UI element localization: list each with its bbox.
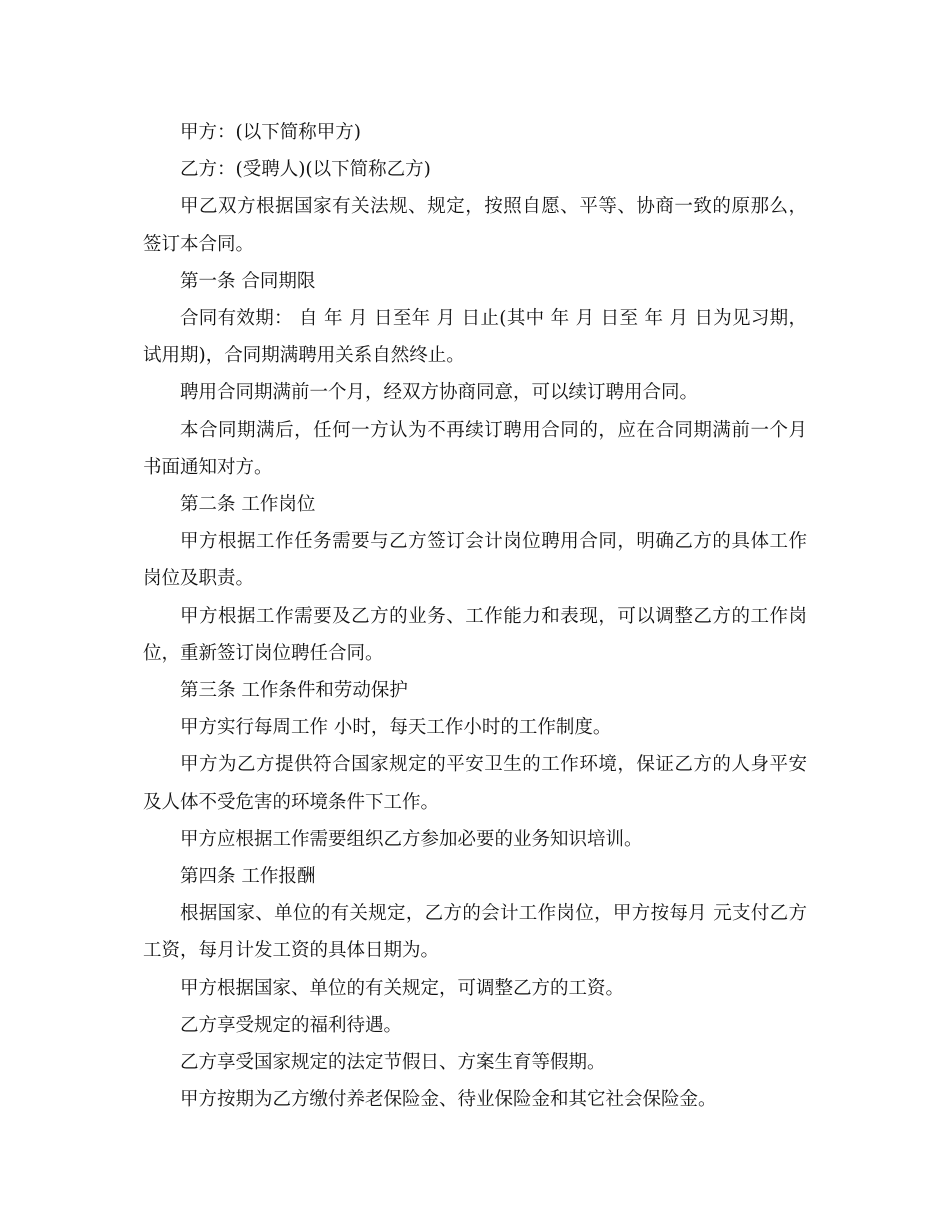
article-3-paragraph-1: 甲方实行每周工作 小时，每天工作小时的工作制度。 (180, 717, 612, 739)
article-4-paragraph-3: 乙方享受规定的福利待遇。 (180, 1014, 403, 1036)
preamble-paragraph: 甲乙双方根据国家有关法规、规定，按照自愿、平等、协商一致的原那么，签订本合同。 (143, 196, 807, 255)
article-4-paragraph-2: 甲方根据国家、单位的有关规定，可调整乙方的工资。 (180, 977, 625, 999)
article-2-paragraph-2: 甲方根据工作需要及乙方的业务、工作能力和表现，可以调整乙方的工作岗位，重新签订岗位聘任合同。 (143, 605, 807, 664)
article-4-paragraph-5: 甲方按期为乙方缴付养老保险金、待业保险金和其它社会保险金。 (180, 1089, 717, 1111)
article-3-heading: 第三条 工作条件和劳动保护 (180, 680, 408, 702)
article-2-paragraph-1: 甲方根据工作任务需要与乙方签订会计岗位聘用合同，明确乙方的具体工作岗位及职责。 (143, 531, 807, 590)
article-1-paragraph-2: 聘用合同期满前一个月，经双方协商同意，可以续订聘用合同。 (180, 382, 699, 404)
article-1-heading: 第一条 合同期限 (180, 270, 316, 292)
article-4-paragraph-1: 根据国家、单位的有关规定，乙方的会计工作岗位，甲方按每月 元支付乙方工资，每月计发工资的具体日期为。 (143, 903, 807, 962)
article-2-heading: 第二条 工作岗位 (180, 494, 316, 516)
document-body (143, 114, 807, 1118)
article-1-paragraph-1: 合同有效期： 自 年 月 日至年 月 日止(其中 年 月 日至 年 月 日为见习期，试用期)，合同期满聘用关系自然终止。 (143, 308, 807, 367)
party-b-line: 乙方：(受聘人)(以下简称乙方) (180, 159, 431, 181)
article-4-paragraph-4: 乙方享受国家规定的法定节假日、方案生育等假期。 (180, 1052, 606, 1074)
article-4-heading: 第四条 工作报酬 (180, 866, 316, 888)
party-a-line: 甲方：(以下简称甲方) (180, 122, 361, 143)
article-3-paragraph-2: 甲方为乙方提供符合国家规定的平安卫生的工作环境，保证乙方的人身平安及人体不受危害的环境条件下工作。 (143, 754, 807, 813)
article-1-paragraph-3: 本合同期满后，任何一方认为不再续订聘用合同的，应在合同期满前一个月书面通知对方。 (143, 419, 807, 478)
article-3-paragraph-3: 甲方应根据工作需要组织乙方参加必要的业务知识培训。 (180, 828, 643, 850)
